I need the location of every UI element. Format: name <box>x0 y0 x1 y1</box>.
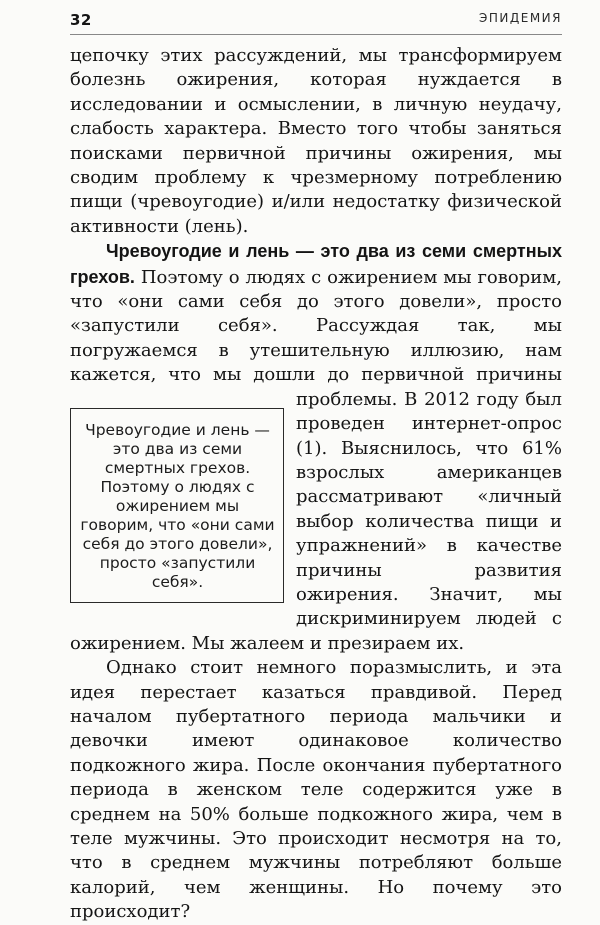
paragraph-3: Однако стоит немного поразмыслить, и эта идея перестает казаться правдивой. Перед началом пубертатного периода мальчики и девочки имеют одинаковое количество подкожного жира. После окончания пубертатного периода в женском теле содержится уже в среднем на 50% больше подкожного жира, чем в теле мужчины. Это происходит несмотря на то, что в среднем мужчины потребляют больше калорий, чем женщины. Но почему это происходит? <box>70 657 562 923</box>
page-number: 32 <box>70 11 92 29</box>
body-text <box>70 44 562 925</box>
paragraph-2 <box>70 239 562 656</box>
paragraph-2-lead: Чревоугодие и лень — это два из семи смертных грехов. <box>70 241 562 287</box>
paragraph-1: цепочку этих рассуждений, мы трансформируем болезнь ожирения, которая нуждается в исследовании и осмыслении, в личную неудачу, слабость характера. Вместо того чтобы заняться поисками первичной причины ожирения, мы сводим проблему к чрезмерному потреблению пищи (чревоугодие) и/или недостатку физической активности (лень). <box>70 45 562 237</box>
header-rule <box>70 34 562 35</box>
paragraph-2-text-after: проблемы. В 2012 году был проведен интернет-опрос (1). Выяснилось, что 61% взрослых американцев рассматривают «личный выбор количества пищи и упражнений» в качестве причины развития ожирения. Значит, мы дискриминируем людей с ожирением. Мы жалеем и презираем их. <box>70 388 562 654</box>
paragraph-2-text <box>70 267 562 654</box>
pull-quote: Чревоугодие и лень — это два из семи смертных грехов. Поэтому о людях с ожирением мы говорим, что «они сами себя до этого довели», просто «запустили себя». <box>70 408 284 603</box>
paragraph-2-text-before: Поэтому о людях с ожирением мы говорим, что «они сами себя до этого довели», просто «запустили себя». Рассуждая так, мы погружаемся в утешительную иллюзию, нам кажется, что мы дошли до первичной причины <box>70 266 562 386</box>
running-head: ЭПИДЕМИЯ <box>478 11 562 25</box>
page-header <box>0 0 600 38</box>
